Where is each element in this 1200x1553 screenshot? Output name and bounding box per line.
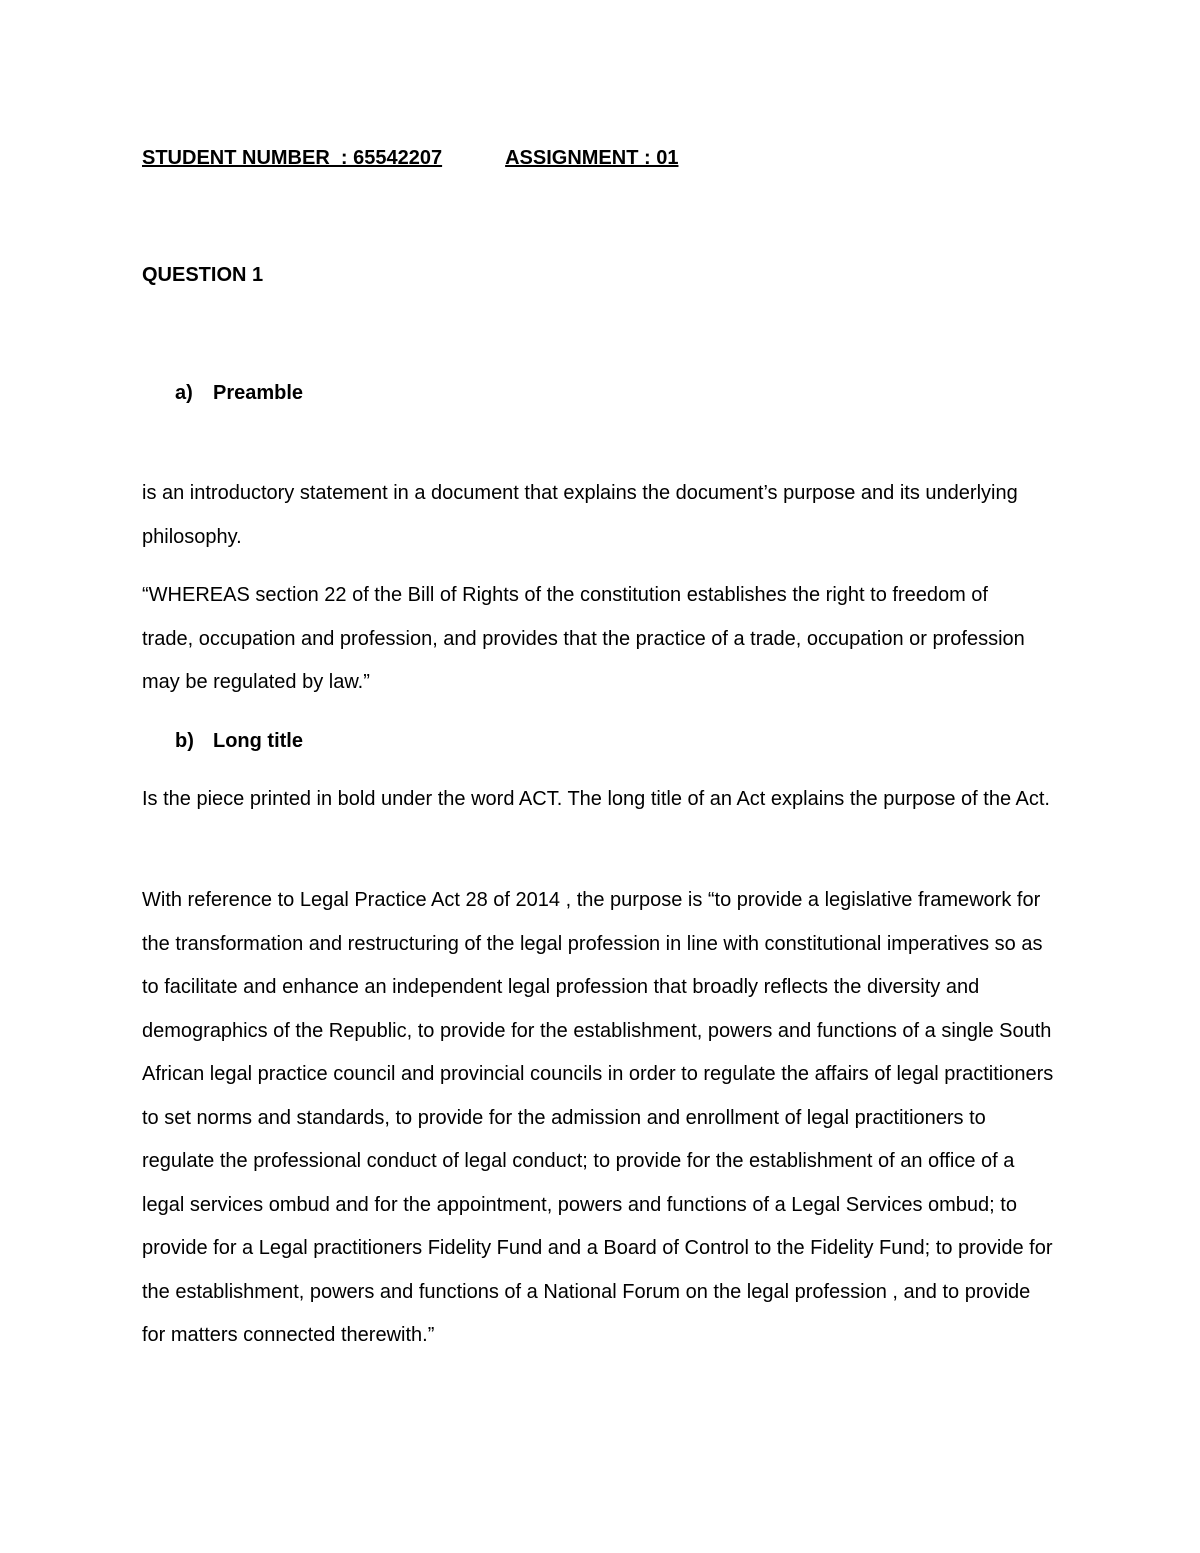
section-b-heading bbox=[175, 723, 1105, 759]
preamble-definition: is an introductory statement in a document that explains the document’s purpose and its underlying philosophy. bbox=[142, 482, 1018, 548]
long-title-definition: Is the piece printed in bold under the word ACT. The long title of an Act explains the purpose of the Act. bbox=[142, 788, 1050, 810]
long-title-reference: With reference to Legal Practice Act 28 of 2014 , the purpose is “to provide a legislative framework for the transformation and restructuring of the legal profession in line with constitutional imperatives so as to facilitate and enhance an independent legal profession that broadly reflects the diversity and demographics of the Republic, to provide for the establishment, powers and functions of a single South African legal practice council and provincial councils in order to regulate the affairs of legal practitioners to set norms and standards, to provide for the admission and enrollment of legal practitioners to regulate the professional conduct of legal conduct; to provide for the establishment of an office of a legal services ombud and for the appointment, powers and functions of a Legal Services ombud; to provide for a Legal practitioners Fidelity Fund and a Board of Control to the Fidelity Fund; to provide for the establishment, powers and functions of a National Forum on the legal profession , and to provide for matters connected therewith.” bbox=[142, 889, 1054, 1346]
question-title: QUESTION 1 bbox=[142, 264, 264, 286]
preamble-quote: “WHEREAS section 22 of the Bill of Rights of the constitution establishes the right to freedom of trade, occupation and profession, and provides that the practice of a trade, occupation or profession may be regulated by law.” bbox=[142, 584, 1025, 693]
section-b-marker: b) bbox=[175, 730, 194, 752]
section-a-marker: a) bbox=[175, 382, 193, 404]
student-number: STUDENT NUMBER : 65542207 bbox=[142, 147, 443, 169]
section-a-title: Preamble bbox=[213, 382, 304, 404]
assignment-number: ASSIGNMENT : 01 bbox=[505, 147, 679, 169]
section-b-title: Long title bbox=[213, 730, 303, 752]
section-a-heading bbox=[175, 375, 1105, 411]
document-header bbox=[142, 140, 1072, 176]
